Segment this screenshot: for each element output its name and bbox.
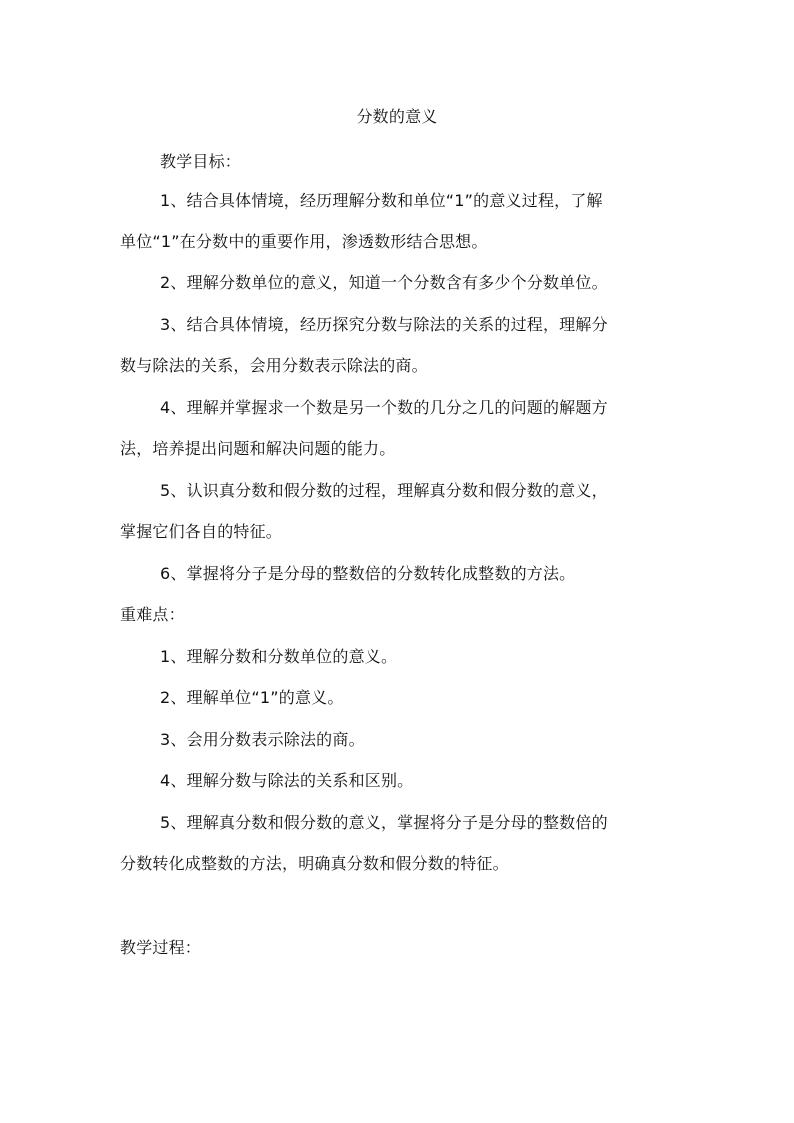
objective-5-line-1: 5、认识真分数和假分数的过程，理解真分数和假分数的意义，	[160, 481, 608, 500]
objective-3-line-2: 数与除法的关系，会用分数表示除法的商。	[120, 356, 428, 375]
key-point-3-line-1: 3、会用分数表示除法的商。	[160, 730, 365, 749]
objective-3-line-1: 3、结合具体情境，经历探究分数与除法的关系的过程，理解分	[160, 315, 608, 334]
objective-2-line-1: 2、理解分数单位的意义，知道一个分数含有多少个分数单位。	[160, 273, 608, 292]
objective-1-line-2: 单位“1”在分数中的重要作用，渗透数形结合思想。	[120, 232, 488, 251]
objective-4-line-2: 法，培养提出问题和解决问题的能力。	[120, 439, 396, 458]
key-point-5-line-2: 分数转化成整数的方法，明确真分数和假分数的特征。	[120, 854, 509, 873]
document-title: 分数的意义	[356, 107, 438, 126]
objective-1-line-1: 1、结合具体情境，经历理解分数和单位“1”的意义过程，了解	[160, 191, 603, 210]
objective-4-line-1: 4、理解并掌握求一个数是另一个数的几分之几的问题的解题方	[160, 398, 608, 417]
key-point-4-line-1: 4、理解分数与除法的关系和区别。	[160, 771, 414, 790]
key-points-heading: 重难点：	[120, 605, 185, 624]
key-point-2-line-1: 2、理解单位“1”的意义。	[160, 688, 344, 707]
key-point-5-line-1: 5、理解真分数和假分数的意义，掌握将分子是分母的整数倍的	[160, 813, 608, 832]
objective-5-line-2: 掌握它们各自的特征。	[120, 522, 283, 541]
process-heading: 教学过程：	[120, 938, 202, 957]
objectives-heading: 教学目标：	[160, 152, 242, 171]
key-point-1-line-1: 1、理解分数和分数单位的意义。	[160, 647, 398, 666]
objective-6-line-1: 6、掌握将分子是分母的整数倍的分数转化成整数的方法。	[160, 564, 576, 583]
